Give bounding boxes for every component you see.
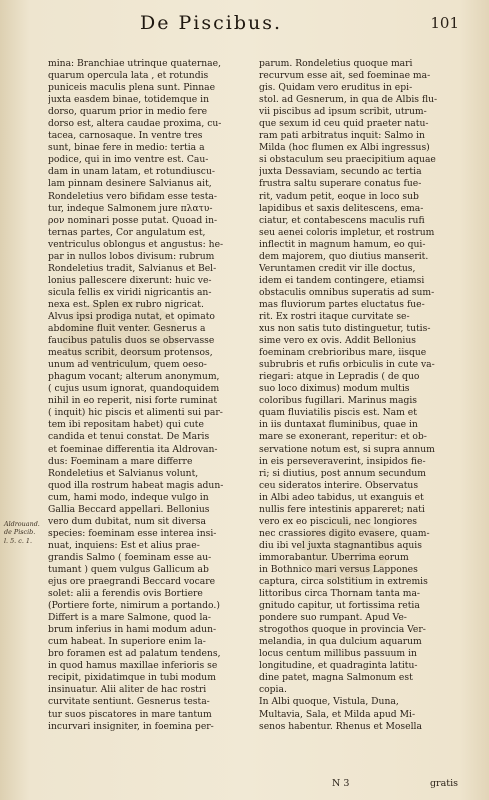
text-line: tur, indeque Salmonem jure πλατυ- (48, 202, 213, 214)
text-line: quarum opercula lata , et rotundis (48, 70, 209, 82)
text-line: ciatur, et contabescens maculis rufi (259, 214, 425, 226)
page-title: De Piscibus. (140, 12, 283, 34)
margin-note-line: de Piscib. (4, 528, 36, 537)
text-line: faucibus patulis duos se observasse (48, 335, 215, 347)
text-line: meatus scribit, deorsum protensos, (48, 347, 213, 359)
text-line: quam fluviatilis piscis est. Nam et (259, 407, 417, 419)
text-line: quod illa rostrum habeat magis adun- (48, 479, 224, 491)
text-line: frustra saltu superare conatus fue- (259, 178, 422, 190)
text-line: ram pati arbitratus inquit: Salmo in (259, 130, 425, 142)
text-line: tur suos piscatores in mare tantum (48, 708, 212, 720)
text-line: Gallia Beccard appellari. Bellonius (48, 503, 210, 515)
text-line: mare se exonerant, reperitur: et ob- (259, 431, 427, 443)
text-line: locus centum millibus passuum in (259, 648, 417, 660)
text-line: ( cujus usum ignorat, quandoquidem (48, 383, 220, 395)
text-line: ventriculus oblongus et angustus: he- (48, 238, 224, 250)
text-line: ri; si diutius, post annum secundum (259, 467, 427, 479)
text-line: melandia, in qua dulcium aquarum (259, 636, 422, 648)
text-line: diu ibi vel juxta stagnantibus aquis (259, 539, 422, 551)
text-line: idem ei tandem contingere, etiamsi (259, 274, 425, 286)
text-line: mas fluviorum partes eluctatus fue- (259, 298, 425, 310)
text-line: tumant ) quem vulgus Gallicum ab (48, 563, 209, 575)
catchword: gratis (429, 778, 458, 789)
text-line: lapidibus et saxis delitescens, ema- (259, 202, 424, 214)
text-line: sunt, binae fere in medio: tertia a (48, 142, 205, 154)
text-line: cum, hami modo, indeque vulgo in (48, 491, 209, 503)
text-line: Veruntamen credit vir ille doctus, (259, 262, 416, 274)
text-line: nec crassiores digito evasere, quam- (259, 527, 430, 539)
text-line: tacea, carnosaque. In ventre tres (48, 130, 203, 142)
text-line: ceu sideratos interire. Observatus (259, 479, 419, 491)
text-line: juxta easdem binae, totidemque in (48, 94, 210, 106)
text-line: (Portiere forte, nimirum a portando.) (48, 600, 220, 612)
margin-note-line: Aldrouand. (4, 520, 40, 528)
text-line: et foeminae differentia ita Aldrovan- (48, 443, 218, 455)
text-line: subrubris et rufis orbiculis in cute va- (259, 359, 435, 371)
text-line: parum. Rondeletius quoque mari (259, 58, 413, 69)
text-line: solet: alii a ferendis ovis Bortiere (48, 588, 203, 600)
text-line: suo loco diximus) modum multis (259, 383, 410, 395)
text-line: Rondeletius tradit, Salvianus et Bel- (48, 262, 217, 274)
text-line: vero dum dubitat, num sit diversa (48, 515, 206, 527)
text-line: ejus ore praegrandi Beccard vocare (48, 576, 216, 588)
text-line: lonius pallescere dixerunt: huic ve- (48, 274, 212, 286)
text-line: dem majorem, quo diutius manserit. (259, 250, 429, 262)
text-line: ternas partes, Cor angulatum est, (48, 226, 206, 238)
left-text-column (48, 58, 237, 778)
text-line: ( inquit) hic piscis et alimenti sui par- (48, 407, 223, 419)
text-line: seu aenei coloris impletur, et rostrum (259, 226, 435, 238)
text-line: sime vero ex ovis. Addit Bellonius (259, 335, 416, 347)
text-line: stol. ad Gesnerum, in qua de Albis flu- (259, 94, 438, 106)
text-line: podice, qui in imo ventre est. Cau- (48, 154, 209, 166)
text-line: juxta Dessaviam, secundo ac tertia (259, 166, 422, 178)
text-line: in Bothnico mari versus Lappones (259, 563, 418, 575)
margin-note (4, 520, 48, 545)
text-line: recipit, pixidatimque in tubi modum (48, 672, 216, 684)
text-line: bro foramen est ad palatum tendens, (48, 648, 221, 660)
text-line: servatione notum est, si supra annum (259, 443, 435, 455)
text-line: captura, circa solstitium in extremis (259, 576, 428, 588)
signature-mark: N 3 (332, 778, 350, 789)
text-line: que sexum id ceu quid praeter natu- (259, 118, 429, 130)
text-line: dorso, quarum prior in medio fere (48, 106, 208, 118)
text-line: unum ad ventriculum, quem oeso- (48, 359, 207, 371)
text-line: in Albi adeo tabidus, ut exanguis et (259, 491, 424, 503)
text-line: brum inferius in hami modum adun- (48, 624, 217, 636)
text-line: vii piscibus ad ipsum scribit, utrum- (259, 106, 427, 118)
text-line: foeminam crebrioribus mare, iisque (259, 347, 427, 359)
text-line: Differt is a mare Salmone, quod la- (48, 612, 211, 624)
text-line: gnitudo capitur, ut fortissima retia (259, 600, 420, 612)
text-line: ρον nominari posse putat. Quoad in- (48, 214, 218, 226)
page-number: 101 (430, 14, 459, 32)
text-line: obstaculis omnibus superatis ad sum- (259, 286, 435, 298)
text-line: rit, vadum petit, eoque in loco sub (259, 190, 419, 202)
text-line: Rondeletius et Salvianus volunt, (48, 467, 199, 479)
text-line: cum habeat. In superiore enim la- (48, 636, 206, 648)
text-line: Milda (hoc flumen ex Albi ingressus) (259, 142, 430, 154)
text-line: candida et tenui constat. De Maris (48, 431, 210, 443)
text-line: xus non satis tuto distinguetur, tutis- (259, 323, 431, 335)
text-line: nuat, inquiens: Est et alius prae- (48, 539, 200, 551)
text-line: dine patet, magna Salmonum est (259, 672, 413, 684)
text-line: in eis perseveraverint, insipidos fie- (259, 455, 426, 467)
text-line: recurvum esse ait, sed foeminae ma- (259, 70, 431, 82)
text-line: insinuatur. Alii aliter de hac rostri (48, 684, 207, 696)
text-line: phagum vocant; alterum anonymum, (48, 371, 220, 383)
running-head (0, 12, 489, 40)
text-line: species: foeminam esse interea insi- (48, 527, 217, 539)
text-line: in quod hamus maxillae inferioris se (48, 660, 218, 672)
text-line: Alvus ipsi prodiga nutat, et opimato (48, 310, 215, 322)
text-line: abdomine fluit venter. Gesnerus a (48, 323, 206, 335)
text-line: senos habentur. Rhenus et Mosella (259, 720, 422, 732)
text-line: inflectit in magnum hamum, eo qui- (259, 238, 426, 250)
text-line: si obstaculum seu praecipitium aquae (259, 154, 436, 166)
text-line: sicula fellis ex viridi nigricantis an- (48, 286, 212, 298)
text-line: dam in unam latam, et rotundiuscu- (48, 166, 215, 178)
text-line: vero ex eo pisciculi, nec longiores (259, 515, 417, 527)
text-line: incurvari insigniter, in foemina per- (48, 720, 214, 732)
text-line: curvitate sentiunt. Gesnerus testa- (48, 696, 210, 708)
text-line: In Albi quoque, Vistula, Duna, (259, 696, 399, 708)
text-line: tem ibi repositam habet) qui cute (48, 419, 204, 431)
text-line: mina: Branchiae utrinque quaternae, (48, 58, 221, 69)
text-line: nihil in eo reperit, nisi forte ruminat (48, 395, 218, 407)
text-line: in iis duntaxat fluminibus, quae in (259, 419, 418, 431)
text-line: nexa est. Splen ex rubro nigricat. (48, 298, 204, 310)
text-line: par in nullos lobos divisum: rubrum (48, 250, 215, 262)
text-line: riegari: atque in Lepradis ( de quo (259, 371, 420, 383)
text-line: longitudine, et quadraginta latitu- (259, 660, 418, 672)
text-line: immorabantur. Uberrima eorum (259, 551, 409, 563)
margin-note-line: l. 5. c. 1. (4, 536, 32, 545)
text-line: gis. Quidam vero eruditus in epi- (259, 82, 413, 94)
text-line: strogothos quoque in provincia Ver- (259, 624, 426, 636)
text-line: puniceis maculis plena sunt. Pinnae (48, 82, 216, 94)
text-line: lam pinnam desinere Salvianus ait, (48, 178, 212, 190)
text-line: Rondeletius vero bifidam esse testa- (48, 190, 217, 202)
text-line: copia. (259, 684, 287, 696)
text-line: pondere suo rumpant. Apud Ve- (259, 612, 407, 624)
text-line: nullis fere intestinis appareret; nati (259, 503, 425, 515)
text-line: littoribus circa Thornam tanta ma- (259, 588, 421, 600)
text-line: dorso est, altera caudae proxima, cu- (48, 118, 222, 130)
right-text-column (259, 58, 455, 778)
text-line: Multavia, Sala, et Milda apud Mi- (259, 708, 416, 720)
text-line: dus: Foeminam a mare differre (48, 455, 193, 467)
text-line: rit. Ex rostri itaque curvitate se- (259, 310, 410, 322)
text-line: coloribus fugillari. Marinus magis (259, 395, 417, 407)
text-line: grandis Salmo ( foeminam esse au- (48, 551, 212, 563)
